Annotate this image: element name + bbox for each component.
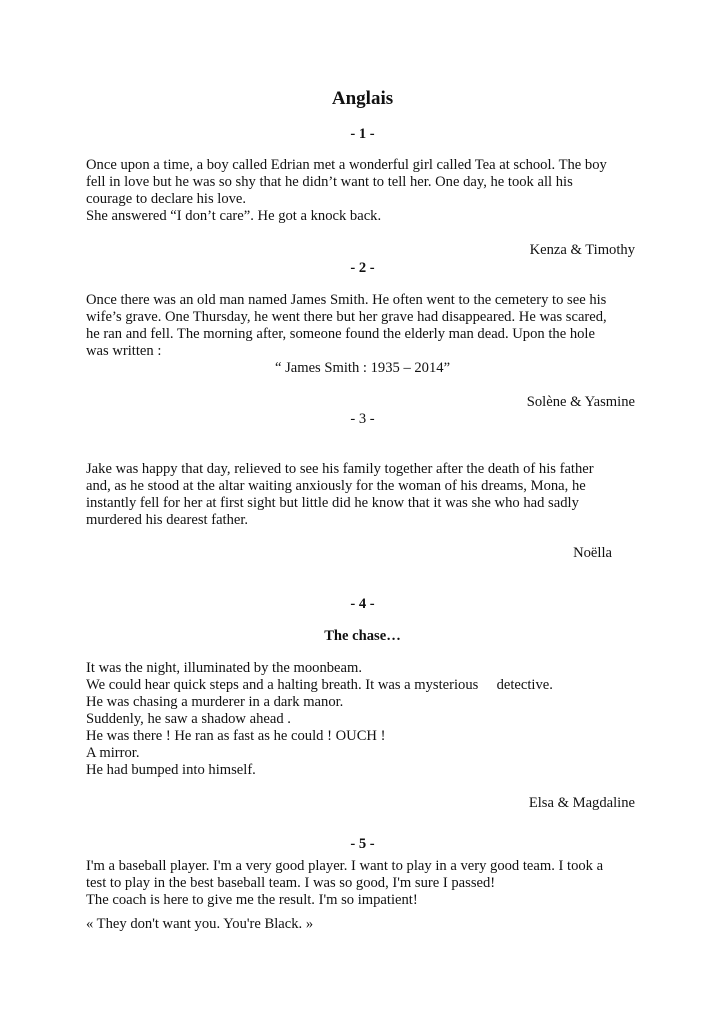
story-5-last-line: « They don't want you. You're Black. » bbox=[86, 916, 314, 932]
story-3-line: instantly fell for her at first sight but little did he know that it was she who had sadly bbox=[86, 495, 579, 511]
story-1-line: fell in love but he was so shy that he didn’t want to tell her. One day, he took all his bbox=[86, 174, 573, 190]
story-5-line: The coach is here to give me the result. I'm so impatient! bbox=[86, 892, 418, 908]
story-1-line: She answered “I don’t care”. He got a knock back. bbox=[86, 208, 382, 224]
story-1-text bbox=[86, 157, 646, 225]
story-4-line: Suddenly, he saw a shadow ahead . bbox=[86, 711, 291, 727]
story-2-authors: Solène & Yasmine bbox=[526, 394, 635, 410]
story-5-line: I'm a baseball player. I'm a very good player. I want to play in a very good team. I took a bbox=[86, 858, 604, 874]
story-3-line: Jake was happy that day, relieved to see his family together after the death of his father bbox=[86, 461, 594, 477]
story-3-line: and, as he stood at the altar waiting anxiously for the woman of his dreams, Mona, he bbox=[86, 478, 586, 494]
story-4-line: He had bumped into himself. bbox=[86, 762, 256, 778]
story-3-text bbox=[86, 461, 646, 529]
story-4-line: He was chasing a murderer in a dark manor. bbox=[86, 694, 344, 710]
story-1-number: - 1 - bbox=[350, 126, 375, 142]
story-4-authors: Elsa & Magdaline bbox=[528, 795, 635, 811]
story-2-text bbox=[86, 292, 646, 360]
page-title: Anglais bbox=[331, 88, 394, 109]
story-4-number: - 4 - bbox=[350, 596, 375, 612]
story-2-quote: “ James Smith : 1935 – 2014” bbox=[274, 360, 451, 376]
story-3-authors: Noëlla bbox=[573, 545, 612, 561]
story-5-line: test to play in the best baseball team. I was so good, I'm sure I passed! bbox=[86, 875, 496, 891]
story-1-authors: Kenza & Timothy bbox=[529, 242, 635, 258]
story-2-line: he ran and fell. The morning after, someone found the elderly man dead. Upon the hole bbox=[86, 326, 595, 342]
story-1-line: courage to declare his love. bbox=[86, 191, 247, 207]
story-5-number: - 5 - bbox=[350, 836, 375, 852]
story-5-text bbox=[86, 858, 646, 909]
story-2-line: was written : bbox=[86, 343, 162, 359]
story-3-number: - 3 - bbox=[350, 411, 375, 427]
story-4-line: He was there ! He ran as fast as he could ! OUCH ! bbox=[86, 728, 386, 744]
story-2-line: Once there was an old man named James Smith. He often went to the cemetery to see his bbox=[86, 292, 607, 308]
story-4-text bbox=[86, 660, 646, 779]
story-4-subtitle: The chase… bbox=[324, 628, 401, 644]
story-4-line: A mirror. bbox=[86, 745, 140, 761]
story-2-number: - 2 - bbox=[350, 260, 375, 276]
story-2-line: wife’s grave. One Thursday, he went there but her grave had disappeared. He was scared, bbox=[86, 309, 607, 325]
story-4-line: It was the night, illuminated by the moonbeam. bbox=[86, 660, 363, 676]
story-3-line: murdered his dearest father. bbox=[86, 512, 249, 528]
story-1-line: Once upon a time, a boy called Edrian met a wonderful girl called Tea at school. The boy bbox=[86, 157, 607, 173]
story-4-line: We could hear quick steps and a halting breath. It was a mysterious detective. bbox=[86, 677, 553, 693]
